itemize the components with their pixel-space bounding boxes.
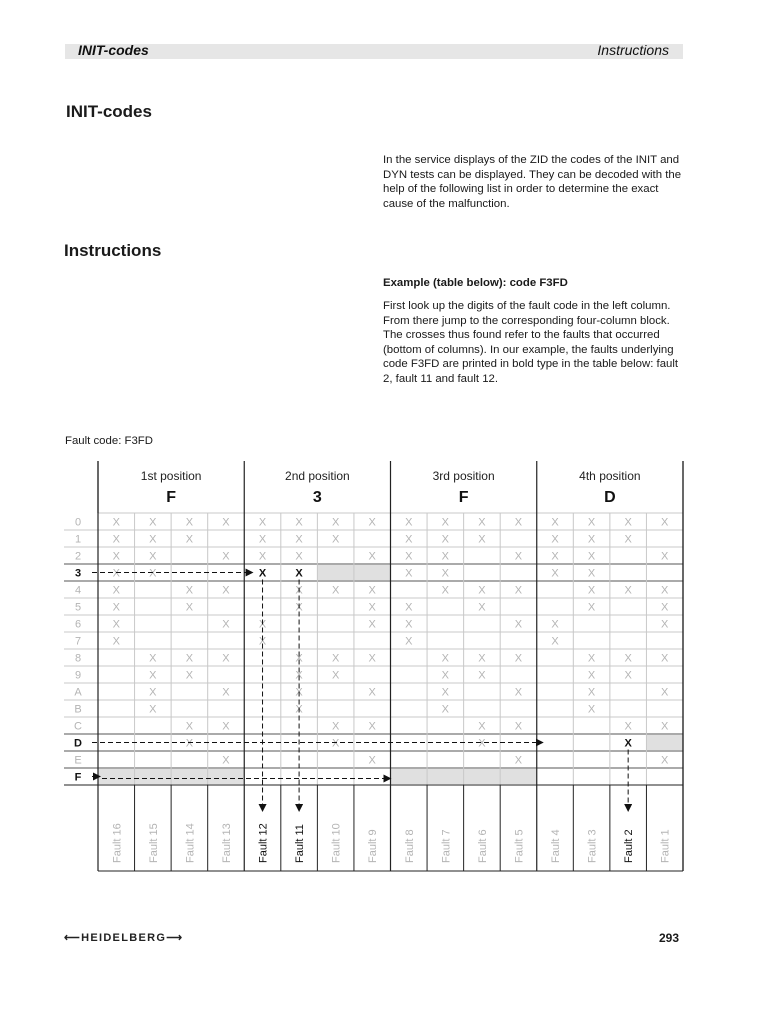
fault-mark: X: [295, 550, 303, 563]
fault-mark: X: [441, 584, 450, 597]
example-title: Example (table below): code F3FD: [383, 277, 568, 289]
fault-mark: X: [478, 720, 486, 733]
fault-mark: X: [149, 669, 157, 682]
fault-mark: X: [661, 618, 669, 631]
fault-mark: X: [405, 533, 413, 546]
fault-mark: X: [368, 754, 376, 767]
fault-label: Fault 4: [550, 829, 563, 863]
fault-label: Fault 3: [586, 829, 599, 863]
row-label: 7: [74, 635, 82, 648]
fault-mark: X: [331, 584, 340, 597]
fault-mark: X: [551, 550, 559, 563]
fault-mark: X: [441, 533, 450, 546]
fault-mark: X: [441, 669, 450, 682]
fault-mark: X: [331, 720, 340, 733]
fault-mark: X: [587, 516, 596, 529]
page-number: 293: [658, 931, 679, 945]
fault-label: Fault 11: [294, 824, 307, 863]
fault-mark: X: [112, 584, 120, 597]
fault-mark: X: [295, 533, 303, 546]
row-label: B: [74, 703, 82, 716]
row-label: 8: [74, 652, 82, 665]
fault-mark: X: [185, 601, 194, 614]
fault-mark: X: [331, 669, 340, 682]
fault-mark: X: [624, 652, 632, 665]
fault-mark: X: [295, 669, 303, 682]
fault-mark: X: [222, 754, 230, 767]
fault-mark: X: [441, 703, 450, 716]
fault-mark-bold: X: [624, 737, 632, 750]
fault-mark: X: [661, 550, 669, 563]
instructions-paragraph: First look up the digits of the fault code in the left column. From there jump to the corresponding four-column block. The crosses thus found refer to the faults that occurred (bottom of columns). In our example, the faults underlying code F3FD are printed in bold type in the table below: fault 2, fault 11 and fault 12.: [383, 300, 679, 385]
fault-mark: X: [222, 584, 230, 597]
fault-mark: X: [587, 533, 596, 546]
row-label: 1: [74, 533, 82, 546]
fault-mark: X: [222, 550, 230, 563]
fault-mark: X: [587, 669, 596, 682]
row-label: 6: [74, 618, 82, 631]
fault-mark: X: [222, 618, 230, 631]
fault-mark: X: [368, 686, 376, 699]
fault-mark: X: [368, 720, 376, 733]
fault-mark: X: [405, 550, 413, 563]
fault-mark: X: [112, 635, 120, 648]
fault-mark: X: [331, 533, 340, 546]
row-label: 2: [74, 550, 82, 563]
fault-mark: X: [112, 516, 120, 529]
fault-mark: X: [624, 669, 632, 682]
fault-mark: X: [185, 737, 194, 750]
fault-label: Fault 15: [147, 823, 160, 863]
fault-mark: X: [149, 703, 157, 716]
fault-mark: X: [661, 601, 669, 614]
fault-mark: X: [185, 720, 194, 733]
fault-label: Fault 8: [403, 829, 416, 863]
fault-mark: X: [295, 584, 303, 597]
position-label: 1st position: [140, 469, 202, 483]
fault-mark: X: [624, 584, 632, 597]
fault-mark: X: [478, 601, 486, 614]
fault-mark: X: [478, 737, 486, 750]
fault-mark: X: [624, 516, 632, 529]
fault-mark: X: [514, 686, 523, 699]
fault-mark: X: [587, 550, 596, 563]
fault-mark: X: [368, 652, 376, 665]
fault-mark: X: [368, 516, 376, 529]
row-label: 9: [74, 669, 82, 682]
fault-mark: X: [478, 516, 486, 529]
section-heading-init-codes: INIT-codes: [66, 102, 152, 121]
fault-mark: X: [258, 618, 267, 631]
fault-label: Fault 9: [367, 829, 380, 863]
logo-text: HEIDELBERG: [81, 932, 167, 944]
row-label: E: [74, 754, 82, 767]
heidelberg-logo: ⟵HEIDELBERG⟶: [64, 932, 184, 944]
position-label: 3rd position: [432, 469, 495, 483]
fault-mark: X: [331, 516, 340, 529]
position-digit: 3: [312, 489, 322, 506]
fault-mark: X: [295, 686, 303, 699]
fault-mark: X: [514, 618, 523, 631]
fault-mark: X: [368, 601, 376, 614]
fault-mark: X: [587, 652, 596, 665]
fault-mark: X: [405, 635, 413, 648]
fault-mark: X: [258, 550, 267, 563]
fault-mark: X: [514, 720, 523, 733]
fault-mark: X: [441, 567, 450, 580]
fault-mark: X: [551, 635, 559, 648]
fault-mark: X: [185, 516, 194, 529]
position-digit: F: [458, 489, 469, 506]
fault-mark: X: [331, 652, 340, 665]
fault-label: Fault 16: [111, 823, 124, 863]
fault-mark: X: [112, 550, 120, 563]
fault-mark: X: [405, 601, 413, 614]
fault-mark: X: [661, 686, 669, 699]
position-digit: F: [166, 489, 177, 506]
header-section-title: INIT-codes: [78, 42, 149, 58]
fault-mark: X: [112, 567, 120, 580]
fault-label: Fault 6: [476, 829, 489, 863]
fault-mark: X: [551, 516, 559, 529]
fault-mark: X: [624, 720, 632, 733]
fault-mark: X: [112, 601, 120, 614]
fault-mark: X: [587, 686, 596, 699]
position-label: 2nd position: [285, 469, 350, 483]
fault-mark: X: [587, 601, 596, 614]
fault-label: Fault 10: [330, 823, 343, 863]
row-label: A: [74, 686, 82, 699]
header-chapter-title: Instructions: [597, 42, 669, 58]
fault-mark: X: [331, 737, 340, 750]
fault-mark: X: [185, 669, 194, 682]
fault-mark: X: [624, 533, 632, 546]
fault-mark-bold: X: [258, 567, 267, 580]
fault-mark: X: [587, 567, 596, 580]
fault-mark: X: [222, 720, 230, 733]
fault-mark: X: [368, 618, 376, 631]
fault-mark: X: [149, 516, 157, 529]
fault-mark: X: [661, 584, 669, 597]
fault-mark: X: [514, 754, 523, 767]
fault-label: Fault 12: [257, 823, 270, 863]
fault-mark: X: [149, 686, 157, 699]
fault-mark: X: [258, 516, 267, 529]
row-label: C: [74, 720, 82, 733]
fault-mark-bold: X: [295, 567, 303, 580]
fault-mark: X: [478, 533, 486, 546]
fault-label: Fault 14: [184, 823, 197, 863]
fault-mark: X: [478, 669, 486, 682]
fault-label: Fault 1: [659, 829, 672, 863]
fault-mark: X: [368, 550, 376, 563]
row-label: 3: [74, 567, 82, 580]
intro-paragraph: In the service displays of the ZID the codes of the INIT and DYN tests can be displayed. They can be decoded with the help of the following list in order to determine the exact cause of the malfunction.: [383, 154, 682, 210]
fault-mark: X: [478, 584, 486, 597]
fault-label: Fault 5: [513, 829, 526, 863]
fault-mark: X: [661, 754, 669, 767]
fault-mark: X: [661, 516, 669, 529]
fault-mark: X: [661, 720, 669, 733]
fault-mark: X: [295, 652, 303, 665]
fault-mark: X: [149, 567, 157, 580]
fault-mark: X: [185, 533, 194, 546]
fault-mark: X: [441, 550, 450, 563]
fault-label: Fault 7: [440, 829, 453, 863]
fault-mark: X: [222, 516, 230, 529]
fault-mark: X: [112, 533, 120, 546]
fault-label: Fault 2: [623, 829, 636, 863]
section-heading-instructions: Instructions: [64, 241, 162, 260]
fault-mark: X: [112, 618, 120, 631]
row-label: 4: [74, 584, 82, 597]
fault-mark: X: [185, 584, 194, 597]
fault-mark: X: [514, 584, 523, 597]
fault-mark: X: [514, 652, 523, 665]
fault-mark: X: [368, 584, 376, 597]
fault-mark: X: [441, 686, 450, 699]
fault-mark: X: [478, 652, 486, 665]
fault-label: Fault 13: [220, 823, 233, 863]
fault-mark: X: [185, 652, 194, 665]
fault-mark: X: [441, 652, 450, 665]
row-label: F: [74, 771, 82, 784]
fault-mark: X: [222, 652, 230, 665]
fault-mark: X: [222, 686, 230, 699]
fault-mark: X: [258, 533, 267, 546]
fault-mark: X: [295, 703, 303, 716]
fault-code-label: Fault code: F3FD: [65, 435, 153, 447]
fault-mark: X: [551, 618, 559, 631]
fault-mark: X: [149, 533, 157, 546]
fault-mark: X: [441, 516, 450, 529]
fault-mark: X: [405, 567, 413, 580]
position-label: 4th position: [579, 469, 641, 483]
row-label: 0: [74, 516, 82, 529]
fault-mark: X: [149, 652, 157, 665]
fault-mark: X: [551, 567, 559, 580]
row-label: 5: [74, 601, 82, 614]
fault-mark: X: [405, 516, 413, 529]
row-highlight: [646, 735, 683, 750]
fault-mark: X: [587, 584, 596, 597]
fault-mark: X: [514, 550, 523, 563]
fault-mark: X: [149, 550, 157, 563]
position-digit: D: [604, 489, 616, 506]
fault-mark: X: [661, 652, 669, 665]
row-label: D: [74, 737, 82, 750]
fault-mark: X: [405, 618, 413, 631]
fault-mark: X: [295, 516, 303, 529]
fault-mark: X: [514, 516, 523, 529]
fault-mark: X: [295, 601, 303, 614]
fault-mark: X: [258, 635, 267, 648]
fault-mark: X: [551, 533, 559, 546]
fault-mark: X: [587, 703, 596, 716]
